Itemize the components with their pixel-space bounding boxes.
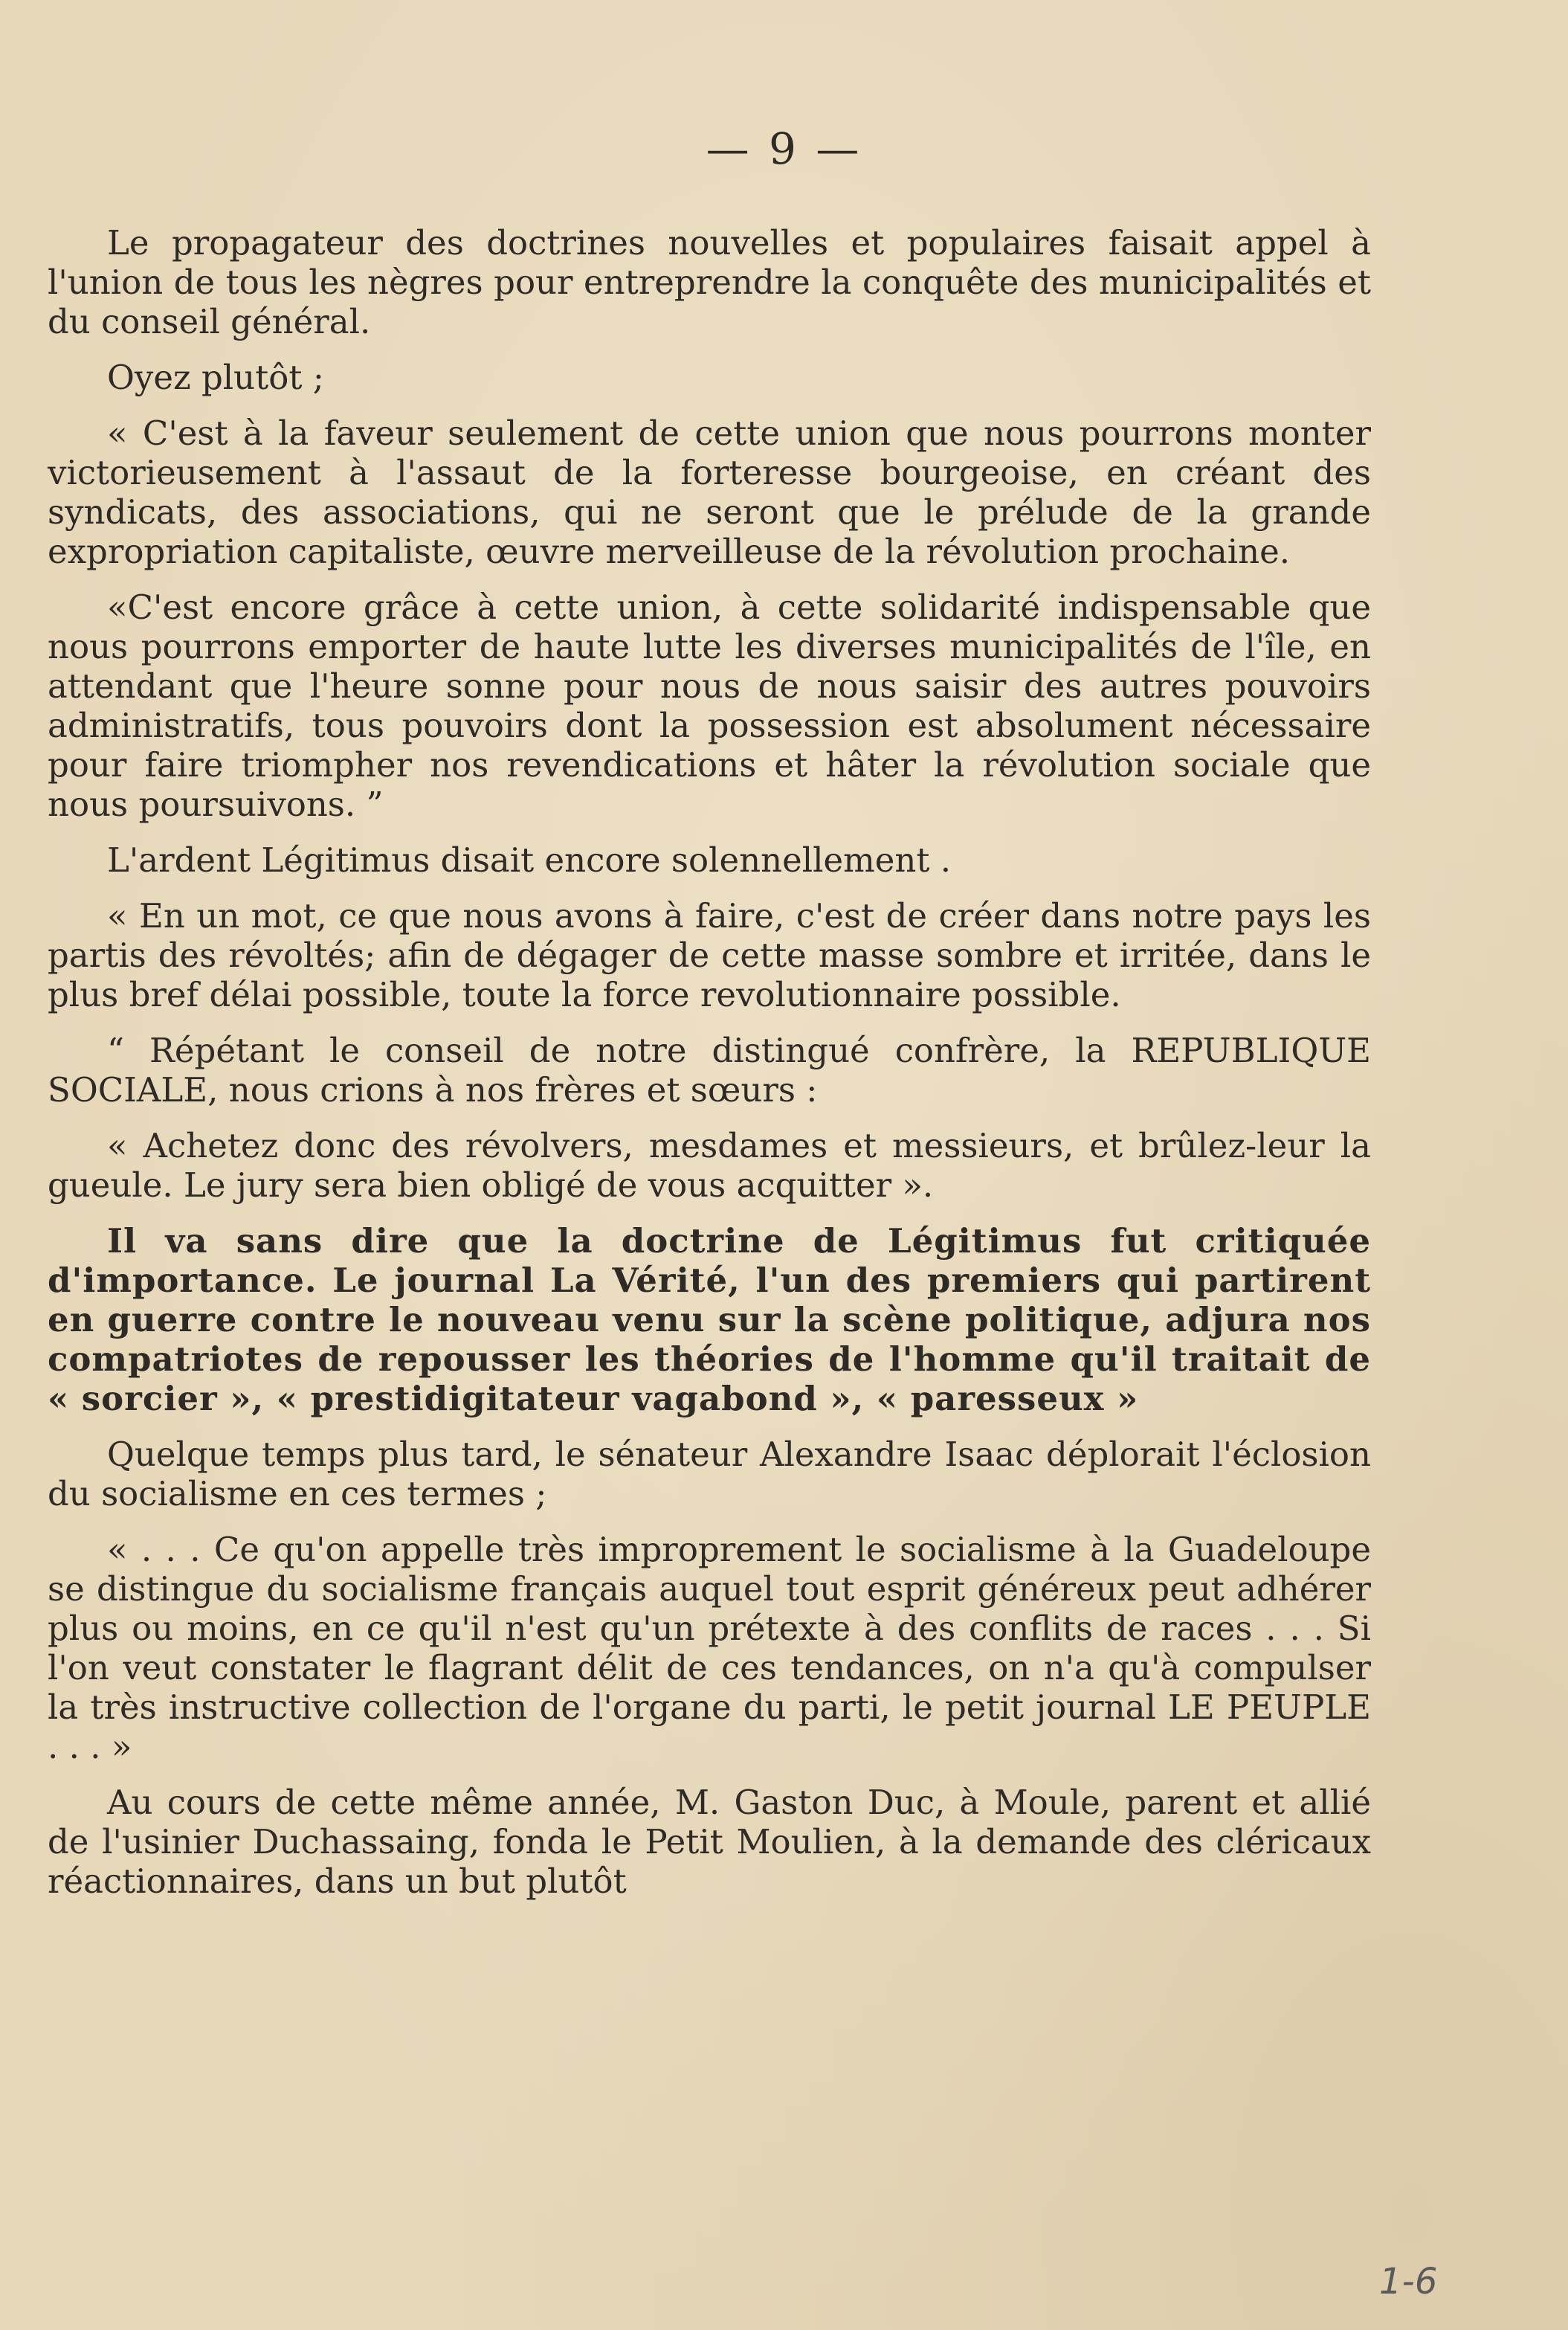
quote-paragraph: « . . . Ce qu'on appelle très improprement le socialisme à la Guadeloupe se distingue du socialisme français auquel tout esprit généreux peut adhérer plus ou moins, en ce qu'il n'est qu'un prétexte à des conflits de races . . . Si l'on veut constater le flagrant délit de ces tendances, on n'a qu'à compulser la très instructive collection de l'organe du parti, le petit journal LE PEUPLE . . . » [48, 1530, 1371, 1766]
paragraph: Quelque temps plus tard, le sénateur Alexandre Isaac déplorait l'éclosion du socialisme en ces termes ; [48, 1435, 1371, 1513]
paragraph: Le propagateur des doctrines nouvelles et populaires faisait appel à l'union de tous les nègres pour entreprendre la conquête des municipalités et du conseil général. [48, 223, 1371, 341]
quote-paragraph: « En un mot, ce que nous avons à faire, c'est de créer dans notre pays les partis des révoltés; afin de dégager de cette masse sombre et irritée, dans le plus bref délai possible, toute la force revolutionnaire possible. [48, 896, 1371, 1014]
paragraph: Il va sans dire que la doctrine de Légitimus fut critiquée d'importance. Le journal La Vérité, l'un des premiers qui partirent en guerre contre le nouveau venu sur la scène politique, adjura nos compatriotes de repousser les théories de l'homme qu'il traitait de « sorcier », « prestidigitateur vagabond », « paresseux » [48, 1221, 1371, 1418]
quote-paragraph: « C'est à la faveur seulement de cette union que nous pourrons monter victorieusement à l'assaut de la forteresse bourgeoise, en créant des syndicats, des associations, qui ne seront que le prélude de la grande expropriation capitaliste, œuvre merveilleuse de la révolution prochaine. [48, 413, 1371, 571]
page-number: — 9 — [706, 123, 862, 174]
handwritten-note: 1-6 [1379, 2261, 1438, 2302]
quote-paragraph: “ Répétant le conseil de notre distingué confrère, la REPUBLIQUE SOCIALE, nous crions à nos frères et sœurs : [48, 1031, 1371, 1110]
paragraph: L'ardent Légitimus disait encore solennellement . [107, 840, 952, 880]
body-text [48, 223, 1371, 1917]
paragraph: Au cours de cette même année, M. Gaston Duc, à Moule, parent et allié de l'usinier Duchassaing, fonda le Petit Moulien, à la demande des cléricaux réactionnaires, dans un but plutôt [48, 1783, 1371, 1901]
quote-paragraph: « Achetez donc des révolvers, mesdames et messieurs, et brûlez-leur la gueule. Le jury sera bien obligé de vous acquitter ». [48, 1126, 1371, 1205]
quote-paragraph: «C'est encore grâce à cette union, à cette solidarité indispensable que nous pourrons emporter de haute lutte les diverses municipalités de l'île, en attendant que l'heure sonne pour nous de nous saisir des autres pouvoirs administratifs, tous pouvoirs dont la possession est absolument nécessaire pour faire triompher nos revendications et hâter la révolution sociale que nous poursuivons. ” [48, 588, 1371, 824]
paragraph: Oyez plutôt ; [107, 358, 324, 397]
